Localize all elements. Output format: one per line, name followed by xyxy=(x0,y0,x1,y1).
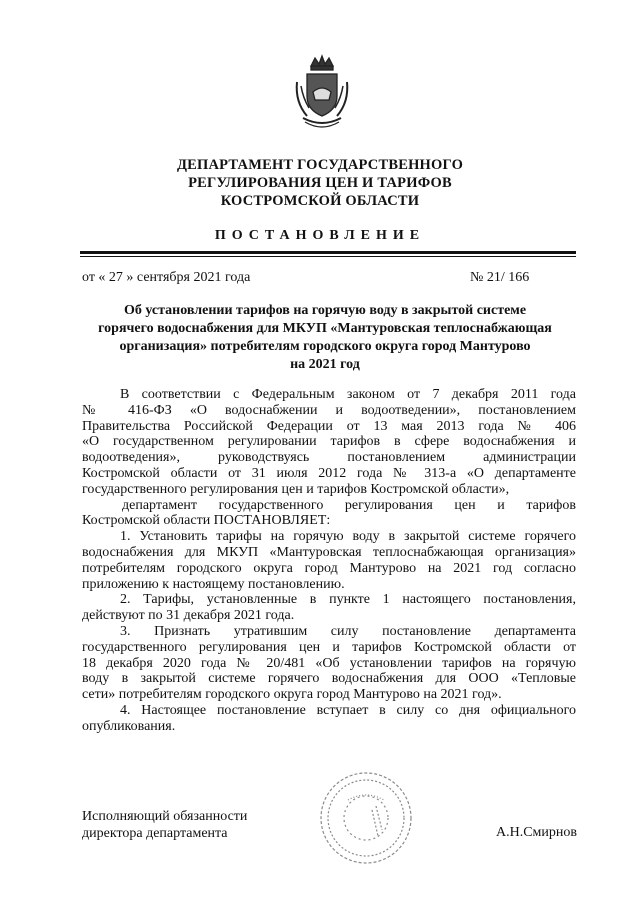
department-line: КОСТРОМСКОЙ ОБЛАСТИ xyxy=(220,193,420,209)
header-divider-thin xyxy=(80,256,576,257)
item-3-line: 3. Признать утратившим силу постановление департамента xyxy=(120,623,576,639)
subject-line: организация» потребителям городского округа город Мантурово xyxy=(119,339,531,354)
item-4-line: 4. Настоящее постановление вступает в силу со дня официального xyxy=(120,702,576,718)
header-divider-thick xyxy=(80,251,576,254)
signatory-title-line: Исполняющий обязанности xyxy=(82,809,248,824)
subject-line: Об установлении тарифов на горячую воду в закрытой системе xyxy=(123,303,527,318)
resolves-line: Костромской области ПОСТАНОВЛЯЕТ: xyxy=(82,513,331,529)
item-1-line: 1. Установить тарифы на горячую воду в закрытой системе горячего xyxy=(120,529,576,545)
item-3-line: воду в закрытой системе горячего водоснабжения для ООО «Тепловые xyxy=(82,671,576,687)
department-line: РЕГУЛИРОВАНИЯ ЦЕН И ТАРИФОВ xyxy=(188,175,452,191)
subject-line: горячего водоснабжения для МКУП «Мантуровская теплоснабжающая xyxy=(98,321,552,336)
item-3-line: государственного регулирования цен и тарифов Костромской области от xyxy=(82,639,576,655)
document-body xyxy=(82,387,576,735)
item-1-line: приложению к настоящему постановлению. xyxy=(82,576,345,592)
item-4-line: опубликования. xyxy=(82,718,176,734)
item-2-line: действуют по 31 декабря 2021 года. xyxy=(82,608,295,624)
preamble-line: государственного регулирования цен и тарифов Костромской области», xyxy=(82,481,510,497)
preamble-line: № 416-ФЗ «О водоснабжении и водоотведении», постановлением xyxy=(82,402,576,418)
document-subject xyxy=(90,302,560,374)
preamble-line: «О государственном регулировании тарифов в сфере водоснабжения и xyxy=(82,434,576,450)
item-3-line: 18 декабря 2020 года № 20/481 «Об установлении тарифов на горячую xyxy=(82,655,576,671)
signatory-title xyxy=(82,808,247,842)
signatory-title-line: директора департамента xyxy=(82,826,228,841)
document-date: от « 27 » сентября 2021 года xyxy=(82,270,251,285)
department-line: ДЕПАРТАМЕНТ ГОСУДАРСТВЕННОГО xyxy=(176,157,464,173)
preamble-line: В соответствии с Федеральным законом от 7 декабря 2011 года xyxy=(120,387,576,402)
preamble-line: Костромской области от 31 июля 2012 года № 313-а «О департаменте xyxy=(82,465,576,481)
item-2-line: 2. Тарифы, установленные в пункте 1 настоящего постановления, xyxy=(120,592,576,608)
official-seal-stamp xyxy=(318,770,414,866)
resolves-line: департамент государственного регулирования цен и тарифов xyxy=(122,497,576,513)
subject-line: на 2021 год xyxy=(290,357,360,372)
coat-of-arms-emblem xyxy=(293,52,351,132)
item-1-line: водоснабжения для МКУП «Мантуровская теплоснабжающая организация» xyxy=(82,544,576,560)
document-number: № 21/ 166 xyxy=(470,270,530,285)
preamble-line: Правительства Российской Федерации от 13 мая 2013 года № 406 xyxy=(82,418,576,434)
item-1-line: потребителям городского округа город Мантурово на 2021 год согласно xyxy=(82,560,576,576)
item-3-line: сети» потребителям городского округа город Мантурово на 2021 год». xyxy=(82,687,502,703)
department-name xyxy=(100,156,540,210)
preamble-line: водоотведения», руководствуясь постановлением администрации xyxy=(82,450,576,466)
signatory-name: А.Н.Смирнов xyxy=(496,825,578,840)
document-type: ПОСТАНОВЛЕНИЕ xyxy=(214,228,426,243)
